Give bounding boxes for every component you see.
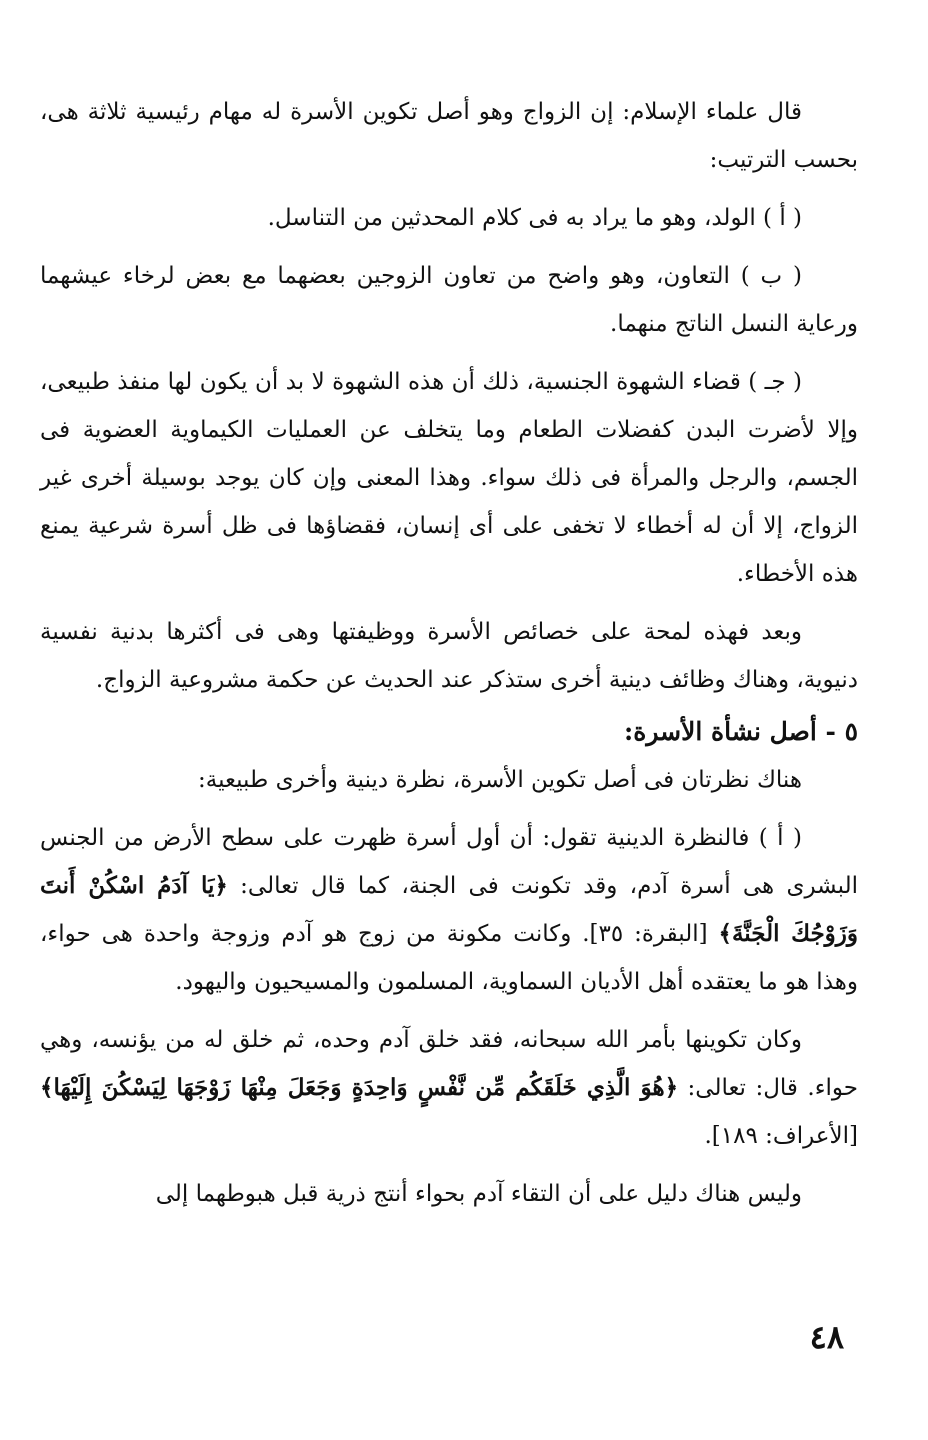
page-number: ٤٨: [809, 1318, 844, 1356]
page-body: [40, 88, 858, 1218]
creation-text: وكان تكوينها بأمر الله سبحانه، فقد خلق آدم وحده، ثم خلق له من يؤنسه، وهي حواء. قال: تعالى:: [40, 1027, 858, 1101]
paragraph-conclusion: وبعد فهذه لمحة على خصائص الأسرة ووظيفتها وهى فى أكثرها بدنية نفسية دنيوية، وهناك وظائف دينية أخرى ستذكر عند الحديث عن حكمة مشروعية الزواج.: [40, 619, 858, 693]
section-heading: ٥ - أصل نشأة الأسرة:: [624, 717, 858, 746]
creation-citation: [الأعراف: ١٨٩].: [704, 1123, 858, 1149]
paragraph-creation: [40, 1016, 858, 1160]
paragraph-intro: قال علماء الإسلام: إن الزواج وهو أصل تكوين الأسرة له مهام رئيسية ثلاثة هى، بحسب الترتيب:: [40, 99, 858, 173]
religious-view-text: ( أ ) فالنظرة الدينية تقول: أن أول أسرة ظهرت على سطح الأرض من الجنس البشرى هى أسرة آدم، وقد تكونت فى الجنة، كما قال تعالى:: [40, 825, 858, 899]
paragraph-item-c: ( جـ ) قضاء الشهوة الجنسية، ذلك أن هذه الشهوة لا بد أن يكون لها منفذ طبيعى، وإلا لأضرت البدن كفضلات الطعام وما يتخلف عن العمليات الكيماوية العضوية فى الجسم، والرجل والمرأة فى ذلك سواء. وهذا المعنى وإن كان يوجد بوسيلة أخرى غير الزواج، إلا أن له أخطاء لا تخفى على أى إنسان، فقضاؤها فى ظل أسرة شرعية يمنع هذه الأخطاء.: [40, 369, 858, 587]
religious-view-text-cont: [البقرة: ٣٥]. وكانت مكونة من زوج هو آدم وزوجة واحدة هى حواء، وهذا هو ما يعتقده أهل الأديان السماوية، المسلمون والمسيحيون واليهود.: [40, 921, 858, 995]
paragraph-two-views: هناك نظرتان فى أصل تكوين الأسرة، نظرة دينية وأخرى طبيعية:: [197, 767, 802, 793]
quran-verse-araf: ﴿هُوَ الَّذِي خَلَقَكُم مِّن نَّفْسٍ وَاحِدَةٍ وَجَعَلَ مِنْهَا زَوْجَهَا لِيَسْكُنَ إِلَيْهَا﴾: [40, 1074, 679, 1101]
paragraph-continuation: وليس هناك دليل على أن التقاء آدم بحواء أنتج ذرية قبل هبوطهما إلى: [155, 1181, 802, 1207]
paragraph-religious-view: [40, 814, 858, 1006]
paragraph-item-a: ( أ ) الولد، وهو ما يراد به فى كلام المحدثين من التناسل.: [267, 205, 802, 231]
quran-verse-baqarah: ﴿يَا آدَمُ اسْكُنْ أَنتَ وَزَوْجُكَ الْجَنَّةَ﴾: [40, 872, 858, 947]
paragraph-item-b: ( ب ) التعاون، وهو واضح من تعاون الزوجين بعضهما مع بعض لرخاء عيشهما ورعاية النسل الناتج منهما.: [40, 263, 858, 337]
